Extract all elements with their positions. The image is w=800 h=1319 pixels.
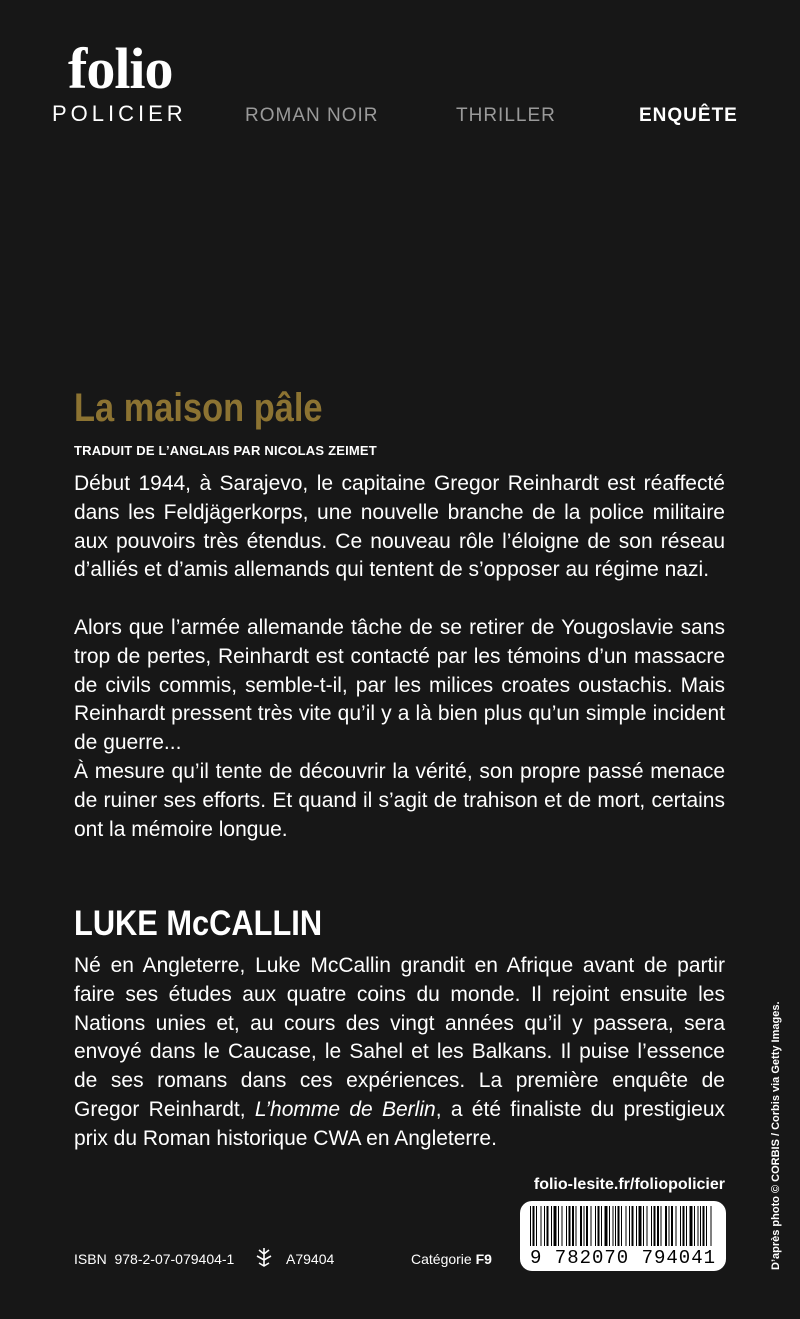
publisher-emblem-icon <box>252 1245 276 1269</box>
product-code: A79404 <box>286 1251 335 1267</box>
category-label: Catégorie <box>411 1251 472 1267</box>
author-name: LUKE McCALLIN <box>74 904 323 943</box>
isbn-label: ISBN <box>74 1251 107 1267</box>
author-bio-text: Né en Angleterre, Luke McCallin grandit en Afrique avant de partir faire ses études aux quatre coins du monde. Il rejoint ensuite les Nations unies et, au cours des vingt années qu’il y passera, sera envoyé dans le Caucase, le Sahel et les Balkans. Il puise l’essence de ses romans dans ces expériences. La première enquête de Gregor Reinhardt, <box>74 954 725 1121</box>
collection-name: POLICIER <box>52 101 187 126</box>
genre-enquete: ENQUÊTE <box>639 105 738 126</box>
translator-credit: TRADUIT DE L’ANGLAIS PAR NICOLAS ZEIMET <box>74 443 377 458</box>
book-title: La maison pâle <box>74 386 323 430</box>
barcode <box>520 1201 726 1271</box>
blurb-paragraph-3: À mesure qu’il tente de découvrir la vérité, son propre passé menace de ruiner ses efforts. Et quand il s’agit de trahison et de mort, certains ont la mémoire longue. <box>74 760 725 841</box>
barcode-bars <box>528 1206 718 1246</box>
previous-book-title: L’homme de Berlin <box>254 1097 436 1121</box>
isbn <box>74 1251 234 1267</box>
author-bio-text-end: , a été finaliste du prestigieux prix du Roman historique CWA en Angleterre. <box>74 1097 725 1150</box>
genre-thriller: THRILLER <box>456 105 556 126</box>
website-url[interactable]: folio-lesite.fr/foliopolicier <box>533 1176 725 1193</box>
barcode-digits: 9 782070 794041 <box>529 1247 717 1269</box>
photo-credit: D’après photo © CORBIS / Corbis via Getty Images. <box>770 1001 782 1270</box>
isbn-number: 978-2-07-079404-1 <box>114 1251 235 1267</box>
category-value: F9 <box>475 1251 492 1267</box>
author-bio <box>74 952 725 1154</box>
genre-roman-noir: ROMAN NOIR <box>245 105 379 126</box>
blurb-paragraph-1: Début 1944, à Sarajevo, le capitaine Gregor Reinhardt est réaffecté dans les Feldjägerkorps, une nouvelle branche de la police militaire aux pouvoirs très étendus. Ce nouveau rôle l’éloigne de son réseau d’alliés et d’amis allemands qui tentent de s’opposer au régime nazi. <box>74 472 725 582</box>
category <box>411 1251 492 1267</box>
blurb-paragraph-2: Alors que l’armée allemande tâche de se retirer de Yougoslavie sans trop de pertes, Reinhardt est contacté par les témoins d’un massacre de civils commis, semble-t-il, par les milices croates oustachis. Mais Reinhardt pressent très vite qu’il y a là bien plus qu’un simple incident de guerre... <box>74 616 725 755</box>
folio-logo: folio <box>68 36 173 101</box>
